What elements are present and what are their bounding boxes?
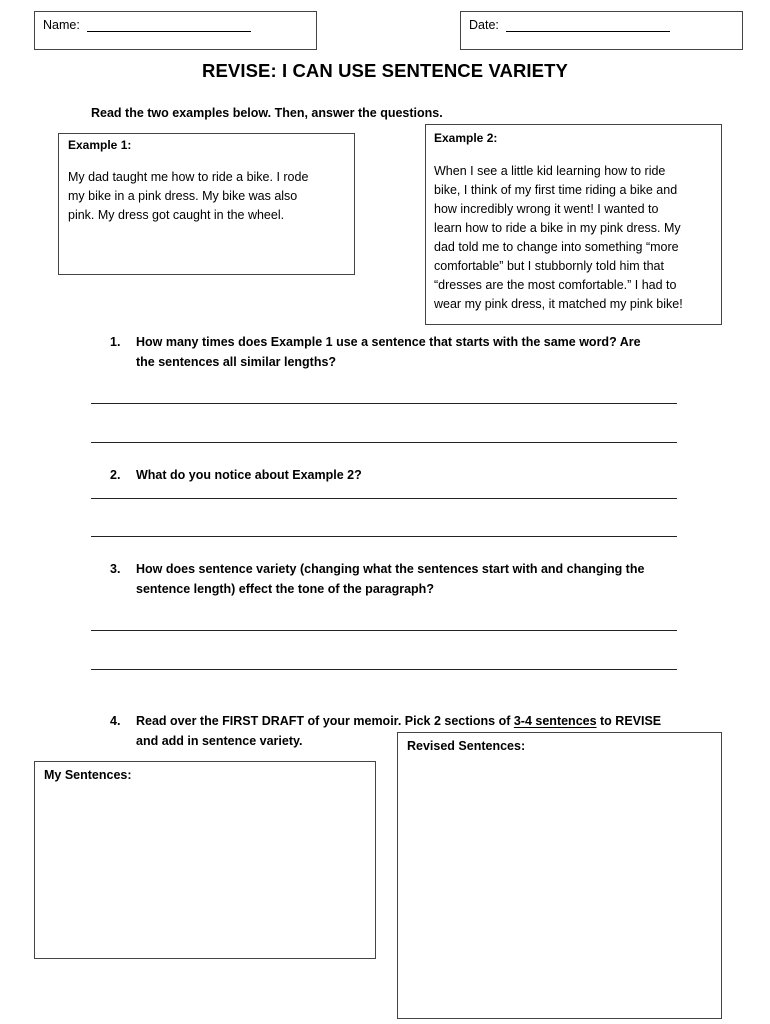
date-field-box[interactable] — [460, 11, 743, 50]
revised-sentences-label: Revised Sentences: — [407, 739, 526, 753]
example-2-line: comfortable” but I stubbornly told him that — [434, 259, 664, 273]
question-4-text-pre: Read over the FIRST DRAFT of your memoir. Pick 2 sections of — [136, 714, 514, 728]
answer-line[interactable] — [91, 536, 677, 537]
question-4-line2: and add in sentence variety. — [136, 734, 303, 748]
question-1-line2: the sentences all similar lengths? — [136, 355, 337, 369]
my-sentences-box[interactable] — [34, 761, 376, 959]
page-title: REVISE: I CAN USE SENTENCE VARIETY — [202, 60, 568, 81]
question-4-line1 — [136, 711, 710, 731]
answer-line[interactable] — [91, 442, 677, 443]
question-3 — [110, 559, 685, 599]
date-blank[interactable] — [506, 19, 670, 32]
question-2-number: 2. — [110, 468, 121, 482]
question-2-line1: What do you notice about Example 2? — [136, 468, 362, 482]
example-2-line: how incredibly wrong it went! I wanted to — [434, 202, 659, 216]
example-2-line: When I see a little kid learning how to ride — [434, 164, 666, 178]
example-2-line: learn how to ride a bike in my pink dress. My — [434, 221, 681, 235]
example-1-text — [68, 168, 345, 225]
example-1-box — [58, 133, 355, 275]
question-3-line1: How does sentence variety (changing what the sentences start with and changing the — [136, 562, 645, 576]
example-2-text — [434, 162, 713, 314]
question-2 — [110, 465, 685, 485]
name-field-box[interactable] — [34, 11, 317, 50]
instructions: Read the two examples below. Then, answer the questions. — [91, 106, 443, 120]
example-2-line: “dresses are the most comfortable.” I had to — [434, 278, 677, 292]
answer-line[interactable] — [91, 498, 677, 499]
example-1-heading: Example 1: — [68, 138, 132, 152]
example-2-line: wear my pink dress, it matched my pink bike! — [434, 297, 683, 311]
answer-line[interactable] — [91, 669, 677, 670]
question-3-line2: sentence length) effect the tone of the paragraph? — [136, 582, 434, 596]
example-1-line: pink. My dress got caught in the wheel. — [68, 208, 285, 222]
my-sentences-label: My Sentences: — [44, 768, 132, 782]
answer-line[interactable] — [91, 630, 677, 631]
question-1-line1: How many times does Example 1 use a sentence that starts with the same word? Are — [136, 335, 641, 349]
revised-sentences-box[interactable] — [397, 732, 722, 1019]
question-1-number: 1. — [110, 335, 121, 349]
example-2-heading: Example 2: — [434, 131, 498, 145]
example-2-line: bike, I think of my first time riding a bike and — [434, 183, 678, 197]
question-4-text-post: to REVISE — [596, 714, 662, 728]
name-label: Name: — [43, 18, 80, 32]
question-4-underlined-text: 3-4 sentences — [513, 714, 597, 728]
example-2-line: dad told me to change into something “more — [434, 240, 679, 254]
question-3-number: 3. — [110, 562, 121, 576]
example-1-line: My dad taught me how to ride a bike. I rode — [68, 170, 309, 184]
example-2-box — [425, 124, 722, 325]
answer-line[interactable] — [91, 403, 677, 404]
name-blank[interactable] — [87, 19, 251, 32]
question-4-number: 4. — [110, 714, 121, 728]
question-1 — [110, 332, 685, 372]
example-1-line: my bike in a pink dress. My bike was also — [68, 189, 298, 203]
date-label: Date: — [469, 18, 499, 32]
